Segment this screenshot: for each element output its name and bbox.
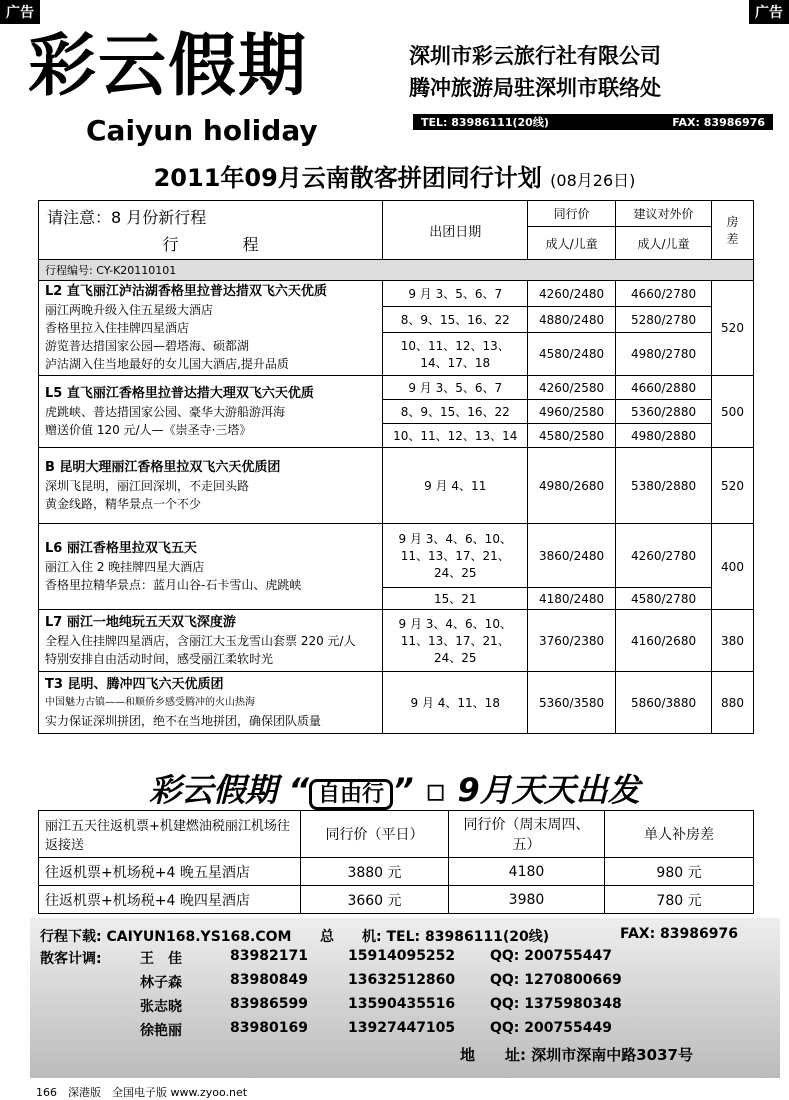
route-description: [39, 610, 383, 672]
departure-dates: 9 月 4、11: [383, 448, 528, 524]
peer-price: 4580/2580: [528, 424, 616, 448]
retail-price: 4580/2780: [616, 588, 712, 610]
room-difference: 520: [712, 281, 754, 376]
company-name: 深圳市彩云旅行社有限公司: [409, 44, 661, 68]
route-detail: 深圳飞昆明，丽江回深圳，不走回头路: [45, 478, 250, 493]
liaison-office: 腾冲旅游局驻深圳市联络处: [409, 76, 661, 100]
staff-name: 林子森: [140, 975, 182, 991]
route-title: L7 丽江一地纯玩五天双飞深度游: [45, 614, 236, 630]
free-row-single: 980 元: [605, 858, 754, 886]
room-difference: 400: [712, 524, 754, 610]
retail-price: 5860/3880: [616, 672, 712, 734]
route-description: [39, 672, 383, 734]
table-header-itinerary: [39, 201, 383, 260]
peer-price: 4260/2480: [528, 281, 616, 307]
route-title: L2 直飞丽江泸沽湖香格里拉普达措双飞六天优质: [45, 284, 327, 299]
departure-dates: 9 月 3、5、6、7: [383, 376, 528, 400]
room-diff-heading-2: 差: [726, 232, 739, 246]
staff-mobile: 13927447105: [348, 1020, 456, 1036]
departure-dates: 9 月 3、4、6、10、11、13、17、21、24、25: [383, 610, 528, 672]
brand-logo-cn: 彩云假期: [28, 26, 309, 106]
route-row: [39, 281, 754, 307]
download-link: 行程下载: CAIYUN168.YS168.COM: [40, 929, 292, 945]
contact-bar: [413, 114, 773, 130]
free-header-single: 单人补房差: [605, 811, 754, 858]
route-row: [39, 448, 754, 524]
retail-price: 5360/2880: [616, 400, 712, 424]
departure-dates: 10、11、12、13、14、17、18: [383, 333, 528, 376]
peer-price: 4980/2680: [528, 448, 616, 524]
staff-tel: 83986599: [230, 996, 308, 1012]
staff-tel: 83980849: [230, 972, 308, 988]
free-brand: 彩云假期: [149, 771, 278, 809]
route-detail: 中国魅力古镇——和顺侨乡感受腾冲的火山热海: [45, 696, 255, 708]
retail-price: 4160/2680: [616, 610, 712, 672]
free-tag: 自由行: [309, 779, 393, 810]
route-detail: 赠送价值 120 元/人—《崇圣寺·三塔》: [45, 422, 252, 437]
staff-tel: 83982171: [230, 948, 308, 964]
route-description: [39, 448, 383, 524]
retail-price: 4980/2880: [616, 424, 712, 448]
room-difference: 880: [712, 672, 754, 734]
free-header-weekday: 同行价（平日）: [301, 811, 449, 858]
free-slogan: 9月天天出发: [457, 771, 640, 809]
free-row-weekday: 3880 元: [301, 858, 449, 886]
plan-title: [0, 158, 789, 193]
retail-price: 4660/2880: [616, 376, 712, 400]
staff-label: 散客计调:: [40, 951, 102, 967]
route-title: L5 直飞丽江香格里拉普达措大理双飞六天优质: [45, 385, 314, 401]
retail-price: 5280/2780: [616, 307, 712, 333]
staff-qq: QQ: 1270800669: [490, 972, 622, 988]
staff-qq: QQ: 200755449: [490, 1020, 612, 1036]
plan-title-text: 2011年09月云南散客拼团同行计划: [153, 164, 542, 192]
departure-dates: 15、21: [383, 588, 528, 610]
retail-adult-child: 成人/儿童: [616, 227, 712, 260]
room-difference: 500: [712, 376, 754, 448]
departure-dates: 10、11、12、13、14: [383, 424, 528, 448]
route-detail: 泸沽湖入住当地最好的女儿国大酒店,提升品质: [45, 357, 289, 371]
contact-panel: [30, 918, 780, 1078]
free-row-weekend: 4180: [449, 858, 605, 886]
room-diff-heading-1: 房: [726, 215, 739, 229]
peer-price: 3860/2480: [528, 524, 616, 588]
route-description: [39, 524, 383, 610]
departure-dates: 8、9、15、16、22: [383, 307, 528, 333]
peer-price: 3760/2380: [528, 610, 616, 672]
route-detail: 虎跳峡、普达措国家公园、豪华大游船游洱海: [45, 404, 286, 419]
route-detail: 香格里拉精华景点：蓝月山谷-石卡雪山、虎跳峡: [45, 577, 302, 592]
departure-dates: 9 月 4、11、18: [383, 672, 528, 734]
route-detail: 香格里拉入住挂牌四星酒店: [45, 321, 190, 335]
ad-tag-left: 广告: [0, 0, 40, 24]
page-footer: 166 深港版 全国电子版 www.zyoo.net: [36, 1086, 248, 1099]
peer-price: 5360/3580: [528, 672, 616, 734]
route-detail: 黄金线路，精华景点一个不少: [45, 496, 202, 511]
itinerary-code: 行程编号: CY-K20110101: [39, 260, 754, 281]
route-description: [39, 376, 383, 448]
route-detail: 丽江两晚升级入住五星级大酒店: [45, 303, 214, 317]
route-row: [39, 610, 754, 672]
header-tel: TEL: 83986111(20线): [421, 116, 549, 129]
peer-adult-child: 成人/儿童: [528, 227, 616, 260]
free-row-single: 780 元: [605, 886, 754, 914]
route-title: L6 丽江香格里拉双飞五天: [45, 540, 197, 556]
staff-qq: QQ: 1375980348: [490, 996, 622, 1012]
itinerary-table: [38, 200, 754, 734]
plan-date: (08月26日): [550, 171, 636, 190]
free-header-package: 丽江五天往返机票+机建燃油税丽江机场往返接送: [39, 811, 301, 858]
ad-tag-right: 广告: [749, 0, 789, 24]
route-row: [39, 524, 754, 588]
free-row-weekend: 3980: [449, 886, 605, 914]
room-difference: 380: [712, 610, 754, 672]
free-row-name: 往返机票+机场税+4 晚四星酒店: [39, 886, 301, 914]
staff-mobile: 15914095252: [348, 948, 456, 964]
departure-dates: 9 月 3、5、6、7: [383, 281, 528, 307]
peer-price-heading: 同行价: [528, 201, 616, 227]
peer-price: 4260/2580: [528, 376, 616, 400]
route-row: [39, 672, 754, 734]
route-detail: 游览普达措国家公园—碧塔海、硕都湖: [45, 339, 250, 353]
retail-price: 5380/2880: [616, 448, 712, 524]
peer-price: 4960/2580: [528, 400, 616, 424]
retail-price-heading: 建议对外价: [616, 201, 712, 227]
dates-heading: 出团日期: [383, 201, 528, 260]
staff-mobile: 13590435516: [348, 996, 456, 1012]
route-description: [39, 281, 383, 376]
retail-price: 4260/2780: [616, 524, 712, 588]
retail-price: 4660/2780: [616, 281, 712, 307]
room-diff-heading: [712, 201, 754, 260]
retail-price: 4980/2780: [616, 333, 712, 376]
departure-dates: 9 月 3、4、6、10、11、13、17、21、24、25: [383, 524, 528, 588]
free-header-weekend: 同行价（周末周四、五）: [449, 811, 605, 858]
staff-name: 徐艳丽: [140, 1023, 182, 1039]
company-names: [409, 40, 779, 104]
header: [28, 22, 779, 152]
staff-qq: QQ: 200755447: [490, 948, 612, 964]
peer-price: 4180/2480: [528, 588, 616, 610]
notice: 请注意：8 月份新行程: [47, 208, 207, 227]
main-tel: 总 机: TEL: 83986111(20线): [320, 929, 550, 945]
peer-price: 4880/2480: [528, 307, 616, 333]
staff-mobile: 13632512860: [348, 972, 456, 988]
staff-tel: 83980169: [230, 1020, 308, 1036]
address: 地 址: 深圳市深南中路3037号: [460, 1046, 693, 1064]
free-travel-table: [38, 810, 754, 914]
staff-name: 王 佳: [140, 951, 182, 967]
room-difference: 520: [712, 448, 754, 524]
free-row-weekday: 3660 元: [301, 886, 449, 914]
route-detail: 实力保证深圳拼团，绝不在当地拼团，确保团队质量: [45, 713, 322, 728]
route-detail: 丽江入住 2 晚挂牌四星大酒店: [45, 559, 205, 574]
staff-name: 张志晓: [140, 999, 182, 1015]
route-row: [39, 376, 754, 400]
free-row-name: 往返机票+机场税+4 晚五星酒店: [39, 858, 301, 886]
header-fax: FAX: 83986976: [672, 115, 765, 129]
main-fax: FAX: 83986976: [620, 926, 738, 942]
route-detail: 特别安排自由活动时间，感受丽江柔软时光: [45, 651, 274, 666]
free-travel-title: 彩云假期 “ 自由行 ” ▫ 9月天天出发: [149, 771, 640, 809]
itinerary-heading: 行 程: [162, 235, 259, 254]
departure-dates: 8、9、15、16、22: [383, 400, 528, 424]
route-detail: 全程入住挂牌四星酒店，含丽江大玉龙雪山套票 220 元/人: [45, 633, 356, 648]
route-title: T3 昆明、腾冲四飞六天优质团: [45, 676, 224, 692]
peer-price: 4580/2480: [528, 333, 616, 376]
brand-logo-en: Caiyun holiday: [86, 114, 318, 147]
route-title: B 昆明大理丽江香格里拉双飞六天优质团: [45, 459, 281, 475]
